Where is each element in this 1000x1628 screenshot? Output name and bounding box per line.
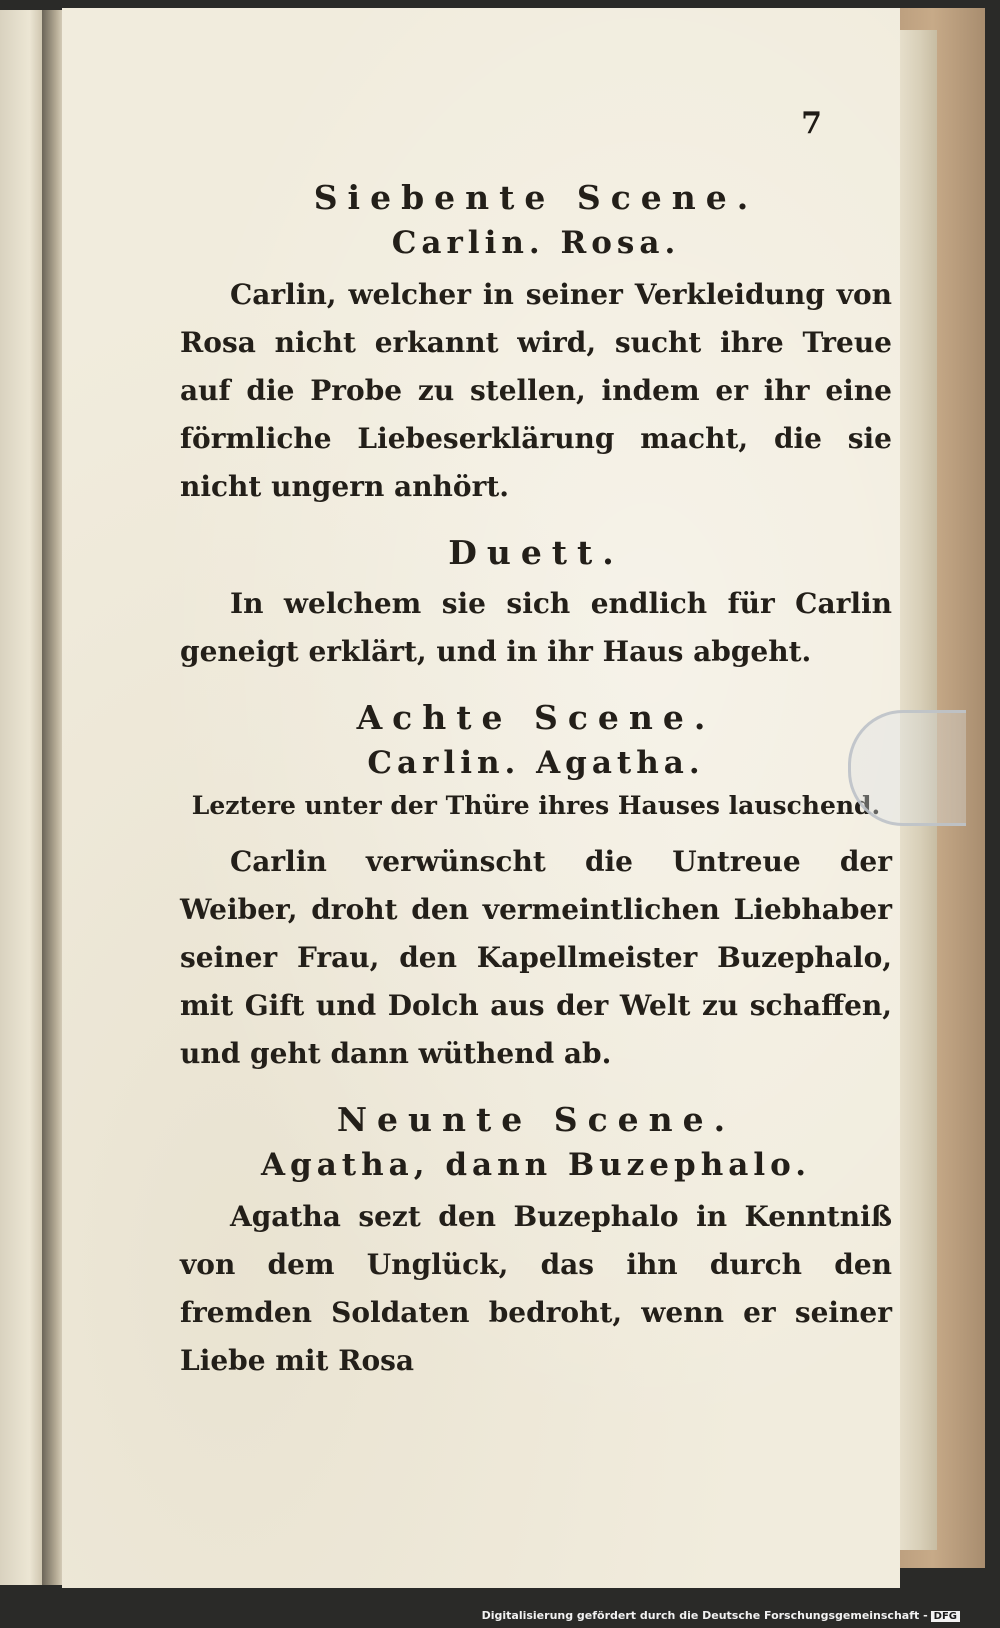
scene-text-9: Agatha sezt den Buzephalo in Kenntniß von dem Unglück, das ihn durch den fremden Soldaten bedroht, wenn er seiner Liebe mit Rosa bbox=[180, 1200, 892, 1377]
duett-heading: Duett. bbox=[448, 533, 624, 572]
dfg-logo: DFG bbox=[931, 1611, 960, 1622]
duett-text: In welchem sie sich endlich für Carlin geneigt erklärt, und in ihr Haus abgeht. bbox=[180, 587, 892, 668]
page-number: 7 bbox=[801, 106, 822, 141]
footer-credit bbox=[482, 1609, 960, 1622]
scene-heading-7: Siebente Scene. bbox=[313, 178, 759, 217]
book-page bbox=[62, 8, 900, 1588]
left-page-edge bbox=[0, 10, 42, 1585]
scene-persons-9: Agatha, dann Buzephalo. bbox=[260, 1147, 812, 1183]
scene-text-8: Carlin verwünscht die Untreue der Weiber, droht den vermeintlichen Liebhaber seiner Frau, den Kapellmeister Buzephalo, mit Gift und Dolch aus der Welt zu schaffen, und geht dann wüthend ab. bbox=[180, 845, 892, 1070]
scene-heading-9: Neunte Scene. bbox=[336, 1100, 736, 1139]
page-clip bbox=[848, 710, 966, 826]
page-text bbox=[180, 178, 892, 1407]
scene-heading-8: Achte Scene. bbox=[356, 698, 716, 737]
scene-persons-8: Carlin. Agatha. bbox=[367, 745, 705, 781]
stage-direction-8: Leztere unter der Thüre ihres Hauses lauschend. bbox=[191, 791, 881, 820]
scene-persons-7: Carlin. Rosa. bbox=[391, 225, 681, 261]
footer-text: Digitalisierung gefördert durch die Deutsche Forschungsgemeinschaft - bbox=[481, 1609, 928, 1622]
scene-text-7: Carlin, welcher in seiner Verkleidung von Rosa nicht erkannt wird, sucht ihre Treue auf die Probe zu stellen, indem er ihr eine förmliche Liebeserklärung macht, die sie nicht ungern anhört. bbox=[180, 278, 892, 503]
